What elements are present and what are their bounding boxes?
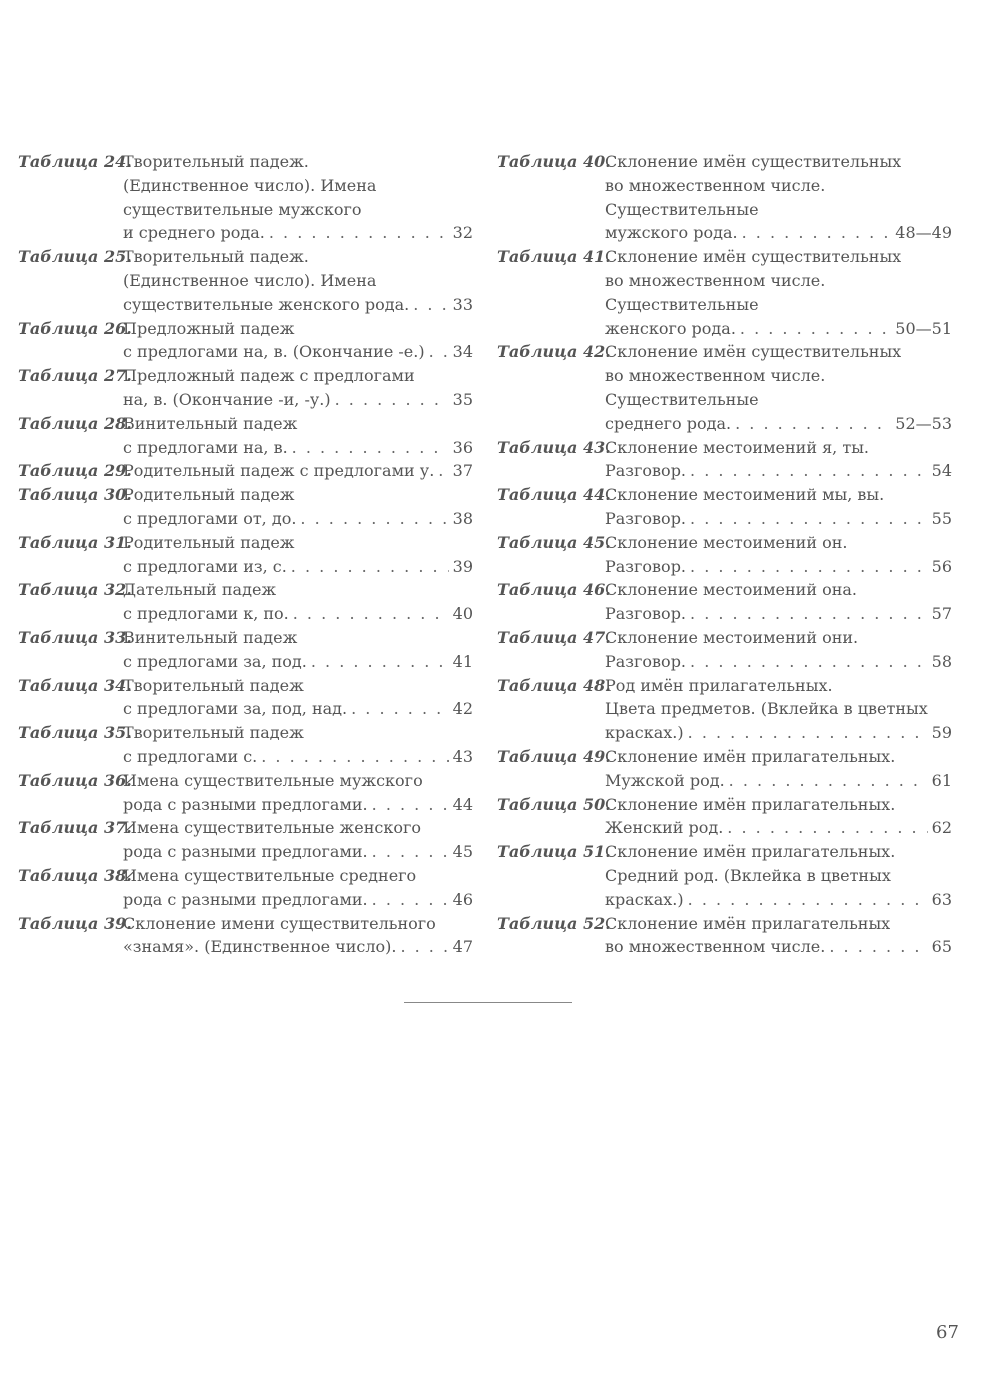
toc-entry-text: Склонение местоимений я, ты. — [605, 437, 870, 457]
toc-entry — [497, 436, 952, 484]
toc-entry-text: с предлогами к, по. — [123, 604, 289, 624]
dot-leader — [335, 388, 449, 412]
toc-entry-text: Творительный падеж — [123, 723, 304, 743]
toc-entry-label: Таблица 44. — [497, 485, 611, 505]
toc-entry-page: 35 — [452, 389, 473, 409]
toc-entry-text: Разговор. — [605, 651, 687, 671]
toc-entry-label: Таблица 47. — [497, 627, 611, 647]
toc-entry-label: Таблица 31. — [18, 532, 132, 552]
toc-entry — [497, 674, 952, 745]
toc-entry — [497, 245, 952, 340]
dot-leader — [735, 412, 891, 436]
toc-entry-label: Таблица 27. — [18, 366, 132, 386]
toc-entry-text: с предлогами от, до. — [123, 508, 297, 528]
toc-entry-label: Таблица 26. — [18, 318, 132, 338]
dot-leader — [729, 769, 928, 793]
toc-entry — [497, 840, 952, 911]
toc-entry-page: 50—51 — [895, 318, 952, 338]
toc-entry-page: 38 — [452, 508, 473, 528]
dot-leader — [300, 507, 448, 531]
toc-entry — [18, 769, 473, 817]
toc-entry-text: Разговор. — [605, 556, 687, 576]
toc-entry-page: 59 — [931, 723, 952, 743]
toc-entry — [497, 340, 952, 435]
toc-entry-label: Таблица 29. — [18, 461, 132, 481]
toc-entry — [18, 816, 473, 864]
toc-entry-page: 55 — [931, 508, 952, 528]
toc-entry-text: с предлогами из, с. — [123, 556, 287, 576]
toc-entry-text: Склонение местоимений они. — [605, 627, 859, 647]
toc-entry-page: 54 — [931, 461, 952, 481]
toc-entry — [18, 674, 473, 722]
toc-entry-text: Винительный падеж — [123, 627, 298, 647]
toc-entry-label: Таблица 49. — [497, 746, 611, 766]
dot-leader — [438, 459, 448, 483]
toc-entry-page: 61 — [931, 770, 952, 790]
toc-entry — [18, 483, 473, 531]
toc-entry-page: 58 — [931, 651, 952, 671]
toc-entry-text: Склонение имени существительного — [123, 913, 436, 933]
toc-entry-label: Таблица 35. — [18, 723, 132, 743]
toc-entry-text: Склонение имён существительных — [605, 342, 902, 362]
toc-entry-text: Творительный падеж. — [123, 247, 309, 267]
section-divider — [404, 1002, 572, 1003]
toc-entry — [497, 483, 952, 531]
toc-entry-label: Таблица 45. — [497, 532, 611, 552]
dot-leader — [742, 221, 892, 245]
toc-entry-text: с предлогами за, под. — [123, 651, 307, 671]
toc-entry — [18, 578, 473, 626]
toc-entry-text: Существительные — [605, 294, 759, 314]
toc-entry-page: 44 — [452, 794, 473, 814]
toc-entry-text: Предложный падеж — [123, 318, 295, 338]
toc-entry-text: женского рода. — [605, 318, 736, 338]
toc-entry-text: рода с разными предлогами. — [123, 842, 368, 862]
toc-entry-text: во множественном числе. — [605, 937, 826, 957]
dot-leader — [269, 221, 449, 245]
toc-entry-text: во множественном числе. — [605, 270, 826, 290]
toc-entry — [18, 721, 473, 769]
dot-leader — [400, 935, 448, 959]
dot-leader — [688, 721, 928, 745]
dot-leader — [690, 555, 928, 579]
toc-entry-label: Таблица 37. — [18, 818, 132, 838]
toc-entry-text: мужского рода. — [605, 223, 738, 243]
toc-right-column — [497, 150, 952, 959]
toc-entry — [18, 412, 473, 460]
toc-entry-text: с предлогами на, в. — [123, 437, 288, 457]
toc-entry — [497, 912, 952, 960]
toc-entry-text: рода с разными предлогами. — [123, 794, 368, 814]
toc-entry-text: Средний род. (Вклейка в цветных — [605, 865, 891, 885]
toc-entry-text: (Единственное число). Имена — [123, 270, 377, 290]
toc-entry-text: Разговор. — [605, 461, 687, 481]
toc-entry — [18, 364, 473, 412]
toc-entry-text: «знамя». (Единственное число). — [123, 937, 397, 957]
toc-entry — [497, 531, 952, 579]
toc-entry-text: Разговор. — [605, 508, 687, 528]
toc-entry-page: 46 — [452, 889, 473, 909]
toc-entry-page: 33 — [452, 294, 473, 314]
toc-entry-label: Таблица 33. — [18, 627, 132, 647]
toc-entry-text: Разговор. — [605, 604, 687, 624]
toc-entry-page: 34 — [452, 342, 473, 362]
toc-entry-text: Склонение местоимений мы, вы. — [605, 485, 885, 505]
toc-entry-text: на, в. (Окончание -и, -у.) — [123, 389, 331, 409]
toc-entry-page: 36 — [452, 437, 473, 457]
toc-entry-text: Родительный падеж — [123, 485, 295, 505]
dot-leader — [688, 888, 928, 912]
toc-entry-text: Предложный падеж с предлогами — [123, 366, 415, 386]
toc-entry — [18, 912, 473, 960]
toc-entry — [18, 459, 473, 483]
toc-entry-page: 47 — [452, 937, 473, 957]
toc-entry-text: Женский род. — [605, 818, 724, 838]
toc-entry-text: Склонение местоимений он. — [605, 532, 848, 552]
toc-entry-page: 43 — [452, 746, 473, 766]
dot-leader — [727, 816, 927, 840]
toc-entry-text: Склонение имён прилагательных. — [605, 746, 896, 766]
toc-entry-text: Род имён прилагательных. — [605, 675, 833, 695]
toc-entry-page: 32 — [452, 223, 473, 243]
dot-leader — [293, 602, 449, 626]
toc-entry-label: Таблица 30. — [18, 485, 132, 505]
toc-entry — [18, 864, 473, 912]
dot-leader — [351, 697, 449, 721]
toc-entry-page: 63 — [931, 889, 952, 909]
toc-entry-text: во множественном числе. — [605, 175, 826, 195]
toc-entry-text: с предлогами с. — [123, 746, 258, 766]
toc-entry-label: Таблица 38. — [18, 865, 132, 885]
toc-entry-page: 57 — [931, 604, 952, 624]
toc-entry-text: Родительный падеж — [123, 532, 295, 552]
toc-entry-text: Склонение имён прилагательных. — [605, 842, 896, 862]
toc-left-column — [18, 150, 473, 959]
toc-entry-page: 62 — [931, 818, 952, 838]
toc-entry-text: Склонение имён прилагательных. — [605, 794, 896, 814]
toc-entry-label: Таблица 52. — [497, 913, 611, 933]
toc-entry — [18, 626, 473, 674]
toc-entry-label: Таблица 25. — [18, 247, 132, 267]
dot-leader — [292, 436, 449, 460]
toc-entry — [497, 578, 952, 626]
toc-entry — [18, 317, 473, 365]
toc-entry-page: 48—49 — [895, 223, 952, 243]
toc-entry-page: 42 — [452, 699, 473, 719]
toc-entry-text: с предлогами за, под, над. — [123, 699, 348, 719]
toc-entry-text: Склонение имён существительных — [605, 247, 902, 267]
toc-entry-text: Родительный падеж с предлогами у. — [123, 461, 435, 481]
toc-entry-text: Творительный падеж — [123, 675, 304, 695]
toc-entry-text: Дательный падеж — [123, 580, 277, 600]
toc-entry-label: Таблица 50. — [497, 794, 611, 814]
toc-entry-text: красках.) — [605, 889, 684, 909]
toc-entry-page: 65 — [931, 937, 952, 957]
toc-entry-text: Цвета предметов. (Вклейка в цветных — [605, 699, 928, 719]
toc-entry-text: с предлогами на, в. (Окончание -е.) — [123, 342, 425, 362]
toc-entry-text: (Единственное число). Имена — [123, 175, 377, 195]
toc-entry-text: Склонение имён существительных — [605, 152, 902, 171]
toc-entry-page: 37 — [452, 461, 473, 481]
toc-entry-text: и среднего рода. — [123, 223, 265, 243]
toc-entry-page: 52—53 — [895, 413, 952, 433]
toc-entry — [497, 626, 952, 674]
toc-entry-text: во множественном числе. — [605, 366, 826, 386]
toc-entry-label: Таблица 36. — [18, 770, 132, 790]
toc-entry-label: Таблица 51. — [497, 842, 611, 862]
toc-entry — [18, 245, 473, 316]
toc-entry-text: существительные женского рода. — [123, 294, 410, 314]
page-number: 67 — [936, 1322, 959, 1343]
dot-leader — [311, 650, 449, 674]
toc-entry-text: Склонение имён прилагательных — [605, 913, 891, 933]
toc-entry-text: существительные мужского — [123, 199, 362, 219]
toc-entry — [497, 745, 952, 793]
toc-entry-label: Таблица 42. — [497, 342, 611, 362]
toc-entry-text: Имена существительные женского — [123, 818, 421, 838]
toc-entry-text: красках.) — [605, 723, 684, 743]
toc-entry-text: Существительные — [605, 389, 759, 409]
toc-entry-label: Таблица 32. — [18, 580, 132, 600]
toc-entry-label: Таблица 28. — [18, 413, 132, 433]
toc-entry-text: Творительный падеж. — [123, 152, 309, 171]
toc-entry-page: 45 — [452, 842, 473, 862]
toc-entry-text: среднего рода. — [605, 413, 732, 433]
dot-leader — [690, 459, 928, 483]
dot-leader — [372, 888, 449, 912]
toc-entry-text: Винительный падеж — [123, 413, 298, 433]
toc-entry-label: Таблица 34. — [18, 675, 132, 695]
toc-entry-page: 40 — [452, 604, 473, 624]
toc-entry-label: Таблица 24. — [18, 152, 132, 171]
toc-entry-text: рода с разными предлогами. — [123, 889, 368, 909]
dot-leader — [413, 293, 448, 317]
dot-leader — [372, 793, 449, 817]
dot-leader — [690, 602, 928, 626]
toc-entry-text: Имена существительные среднего — [123, 865, 417, 885]
toc-entry-page: 39 — [452, 556, 473, 576]
dot-leader — [429, 340, 449, 364]
dot-leader — [690, 650, 928, 674]
dot-leader — [291, 555, 449, 579]
toc-entry-label: Таблица 48. — [497, 675, 611, 695]
toc-entry-label: Таблица 43. — [497, 437, 611, 457]
dot-leader — [690, 507, 928, 531]
toc-entry-label: Таблица 40. — [497, 152, 611, 171]
toc-entry-text: Склонение местоимений она. — [605, 580, 857, 600]
dot-leader — [829, 935, 927, 959]
toc-entry — [18, 150, 473, 245]
dot-leader — [261, 745, 448, 769]
dot-leader — [740, 317, 891, 341]
toc-entry-label: Таблица 46. — [497, 580, 611, 600]
toc-entry-text: Мужской род. — [605, 770, 725, 790]
toc-entry-text: Имена существительные мужского — [123, 770, 423, 790]
toc-entry-label: Таблица 39. — [18, 913, 132, 933]
toc-entry — [497, 150, 952, 245]
toc-entry — [497, 793, 952, 841]
toc-entry-page: 41 — [452, 651, 473, 671]
toc-entry-text: Существительные — [605, 199, 759, 219]
dot-leader — [372, 840, 449, 864]
toc-entry-label: Таблица 41. — [497, 247, 611, 267]
toc-entry — [18, 531, 473, 579]
toc-entry-page: 56 — [931, 556, 952, 576]
